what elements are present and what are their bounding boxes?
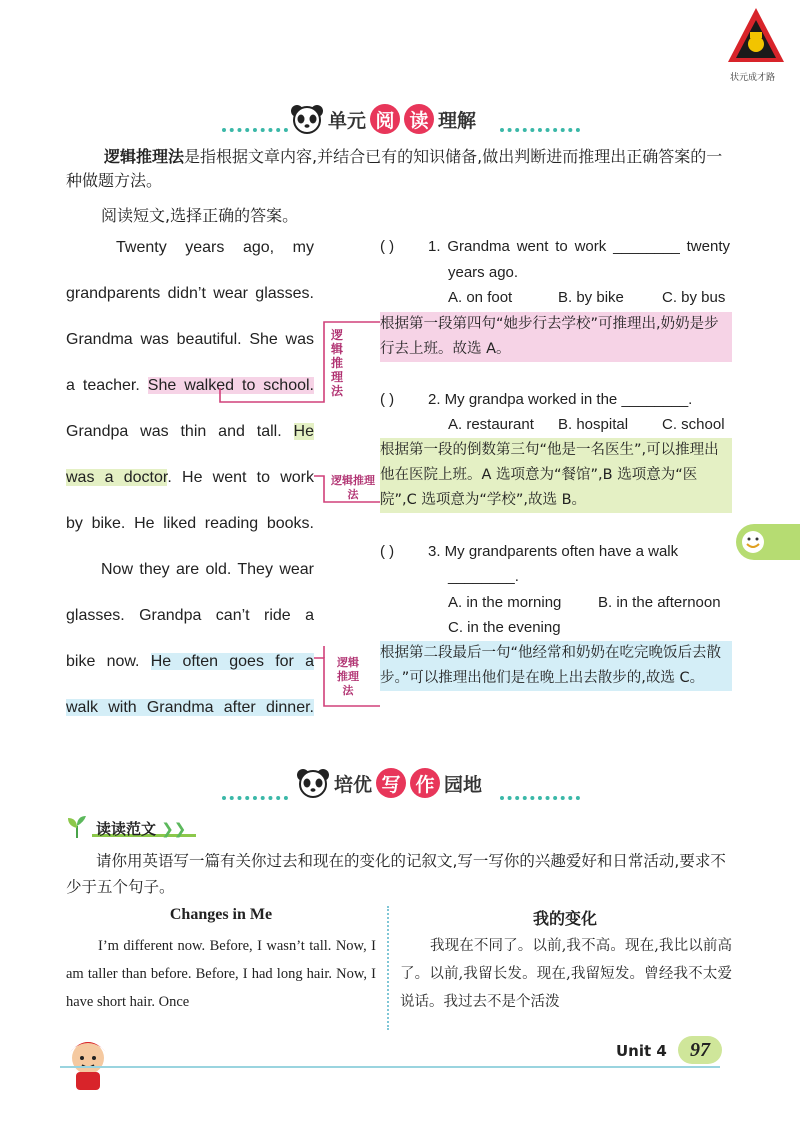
banner-title-char-1: 阅 [370,104,400,134]
banner-dots-left [222,796,288,800]
note-label-1: 逻辑推理法 [330,328,343,398]
essay-en-title: Changes in Me [169,906,273,923]
essay-en-body: I’m different now. Before, I wasn’t tall. Now, I am taller than before. Before, I had long hair. Now, I have short hair. Once [66,938,376,1010]
smile-icon [740,529,766,555]
passage-text: Grandpa was thin and tall. [66,423,294,440]
brand-logo-icon [726,6,786,64]
passage-highlight-1: She walked to school. [147,377,315,394]
section-writing-banner [296,768,482,798]
mascot-icon [56,1028,120,1092]
note-label-3: 逻辑推理法 [337,656,359,697]
footer-rule [60,1066,720,1068]
question-3-explanation: 根据第二段最后一句“他经常和奶奶在吃完晚饭后去散步。”可以推理出他们是在晚上出去散步的,故选 C。 [380,641,732,691]
question-3-option-c[interactable]: C. in the evening [448,619,561,636]
question-3-option-a[interactable]: A. in the morning [448,594,562,611]
writing-subheading [96,818,186,839]
question-3-bracket[interactable]: ( ) [380,543,395,560]
method-description: 是指根据文章内容,并结合已有的知识储备,做出判断进而推理出正确答案的一种做题方法。 [66,147,723,190]
essay-cn-title: 我的变化 [532,909,597,928]
question-1-stem: 1. Grandma went to work ________ twenty [428,238,730,255]
reading-instruction: 阅读短文,选择正确的答案。 [101,206,299,225]
panda-icon [296,768,330,798]
passage-line: grandparents didn’t wear glasses. [66,285,314,302]
passage-highlight-3a: He often goes for a [150,653,315,670]
banner-title-char-2: 作 [410,768,440,798]
question-2-option-b[interactable]: B. hospital [558,416,629,433]
banner-title-post: 园地 [444,773,483,796]
method-intro [66,145,736,193]
passage-text: bike now. [66,653,151,670]
passage-highlight-3b: walk with Grandma after dinner. [66,699,314,716]
banner-dots-left [222,128,288,132]
passage-line: Now they are old. They wear [101,561,314,578]
question-2-bracket[interactable]: ( ) [380,391,395,408]
question-1-option-c[interactable]: C. by bus [662,289,726,306]
question-2-stem: 2. My grandpa worked in the ________. [428,391,693,408]
question-1-option-a[interactable]: A. on foot [448,289,513,306]
essay-cn-body: 我现在不同了。以前,我不高。现在,我比以前高了。以前,我留长发。现在,我留短发。曾经我不太爱说话。我过去不是个活泼 [400,938,732,1010]
question-3-stem: 3. My grandparents often have a walk [428,543,679,560]
question-2-option-c[interactable]: C. school [662,416,725,433]
passage-line: by bike. He liked reading books. [66,515,314,532]
question-1-bracket[interactable]: ( ) [380,238,395,255]
question-1-option-b[interactable]: B. by bike [558,289,624,306]
question-2-option-a[interactable]: A. restaurant [448,416,534,433]
banner-dots-right [500,796,580,800]
passage-highlight-2b: was a doctor [66,469,168,486]
banner-title-char-1: 写 [376,768,406,798]
question-3-option-b[interactable]: B. in the afternoon [598,594,721,611]
writing-task: 请你用英语写一篇有关你过去和现在的变化的记叙文,写一写你的兴趣爱好和日常活动,要求不少于五个句子。 [66,852,726,896]
side-tab [736,524,800,560]
banner-title-pre: 单元 [328,109,367,132]
passage-line: Twenty years ago, my [116,239,314,256]
question-1-explanation: 根据第一段第四句“她步行去学校”可推理出,奶奶是步行去上班。故选 A。 [380,312,732,362]
question-1-stem-2: years ago. [448,264,519,281]
note-label-2: 逻辑推理法 [331,474,375,501]
panda-icon [290,104,324,134]
method-term: 逻辑推理法 [104,147,185,166]
section-reading-banner [290,104,476,134]
banner-title-pre: 培优 [334,773,373,796]
passage-highlight-2a: He [293,423,314,440]
passage-text: . He went to work [167,469,315,486]
banner-dots-right [500,128,580,132]
brand-logo-text: 状元成才路 [730,73,776,83]
writing-subheading-text: 读读范文 [96,820,157,838]
banner-title-post: 理解 [438,109,477,132]
question-3-stem-2: ________. [448,568,519,585]
banner-title-char-2: 读 [404,104,434,134]
passage-line: glasses. Grandpa can’t ride a [66,607,314,624]
passage-text: a teacher. [66,377,148,394]
page-number: 97 [678,1036,722,1064]
double-chevron-icon: ❯❯ [156,820,187,838]
sprout-icon [64,814,90,840]
passage-line: Grandma was beautiful. She was [66,331,314,348]
unit-label: Unit 4 [616,1042,667,1060]
question-2-explanation: 根据第一段的倒数第三句“他是一名医生”,可以推理出他在医院上班。A 选项意为“餐馆”,B 选项意为“医院”,C 选项意为“学校”,故选 B。 [380,438,732,513]
column-divider [387,906,389,1030]
